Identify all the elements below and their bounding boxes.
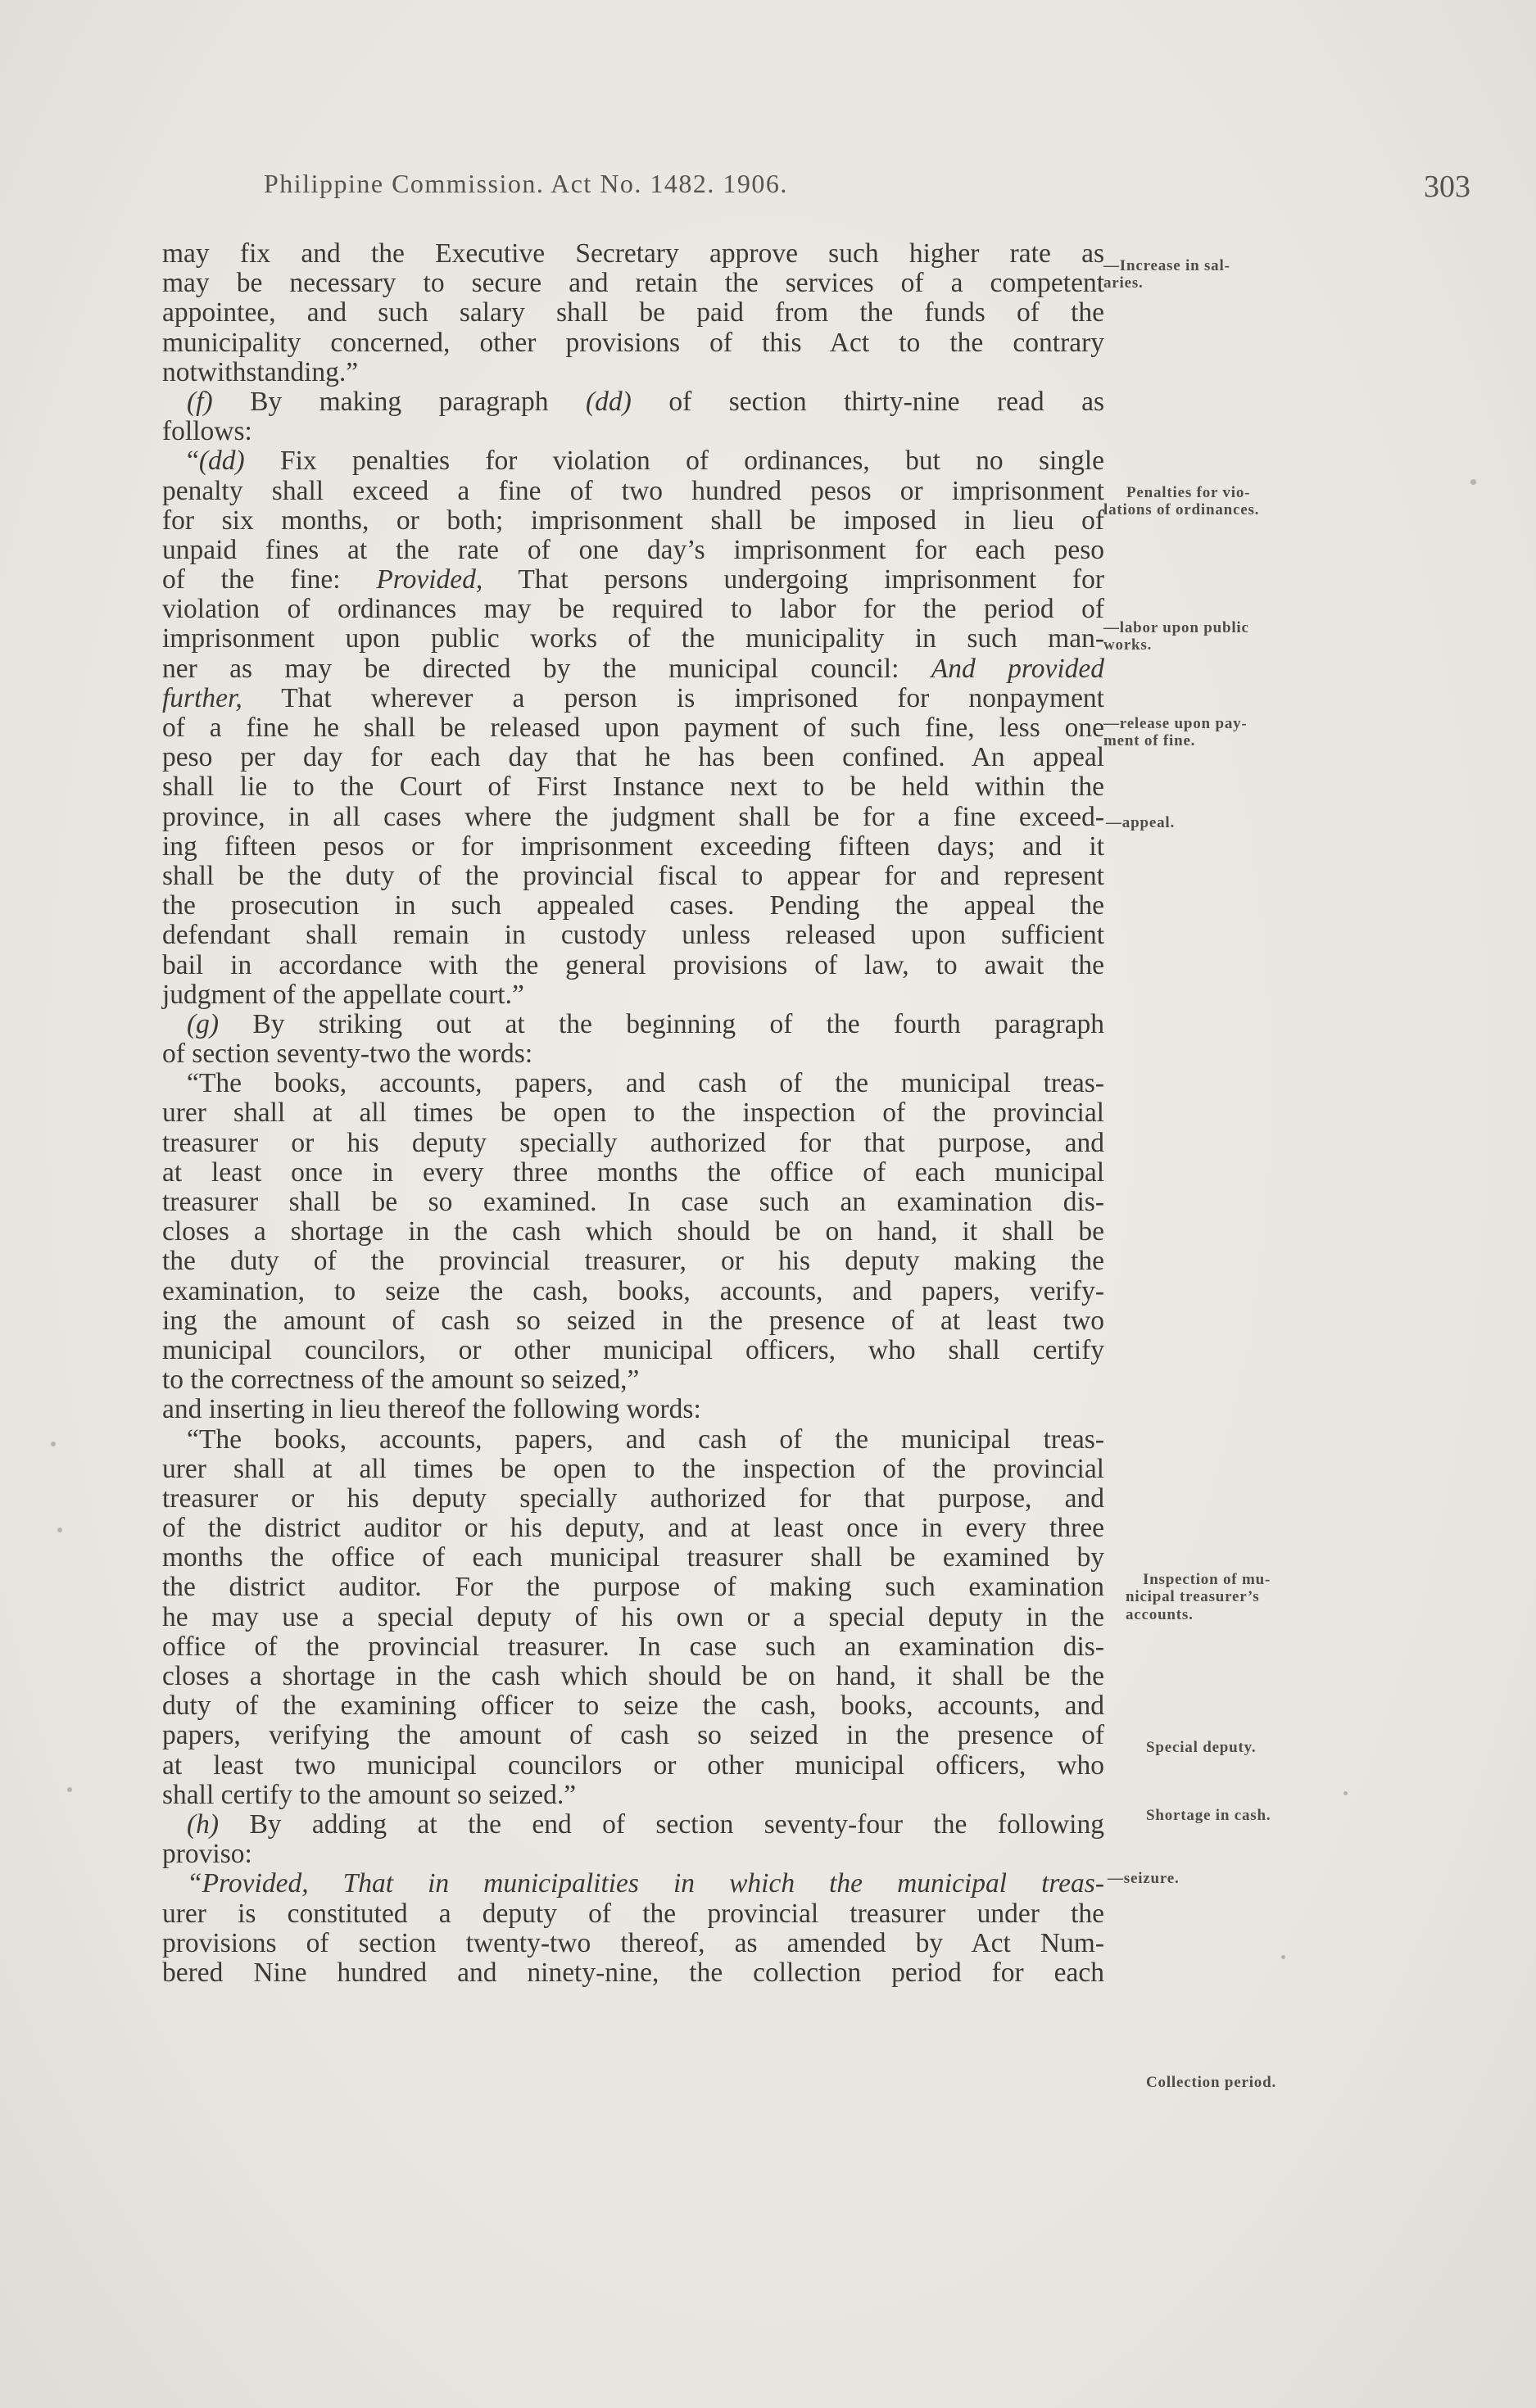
text-line: shall lie to the Court of First Instance next to be held within the bbox=[162, 772, 1104, 803]
margin-note: —labor upon public bbox=[1103, 619, 1249, 636]
text-line: and inserting in lieu thereof the following words: bbox=[162, 1394, 701, 1425]
text-line: ing the amount of cash so seized in the presence of at least two bbox=[162, 1305, 1104, 1336]
text-line: the prosecution in such appealed cases. Pending the appeal the bbox=[162, 890, 1104, 921]
margin-note: nicipal treasurer’s bbox=[1126, 1588, 1260, 1605]
running-head: Philippine Commission. Act No. 1482. 1906. bbox=[264, 169, 788, 198]
text-line: “The books, accounts, papers, and cash of the municipal treas- bbox=[187, 1068, 1104, 1099]
text-line: “(dd) Fix penalties for violation of ordinances, but no single bbox=[187, 446, 1104, 477]
text-line: violation of ordinances may be required to labor for the period of bbox=[162, 594, 1104, 625]
text-line: may be necessary to secure and retain the services of a competent bbox=[162, 268, 1104, 299]
text-line: bered Nine hundred and ninety-nine, the collection period for each bbox=[162, 1957, 1104, 1988]
text-line: closes a shortage in the cash which should be on hand, it shall be the bbox=[162, 1661, 1104, 1691]
text-line: ing fifteen pesos or for imprisonment exceeding fifteen days; and it bbox=[162, 831, 1104, 862]
text-line: province, in all cases where the judgment shall be for a fine exceed- bbox=[162, 801, 1104, 832]
margin-note: Penalties for vio- bbox=[1126, 484, 1251, 501]
text-line: follows: bbox=[162, 416, 252, 447]
text-line: the district auditor. For the purpose of making such examination bbox=[162, 1572, 1104, 1603]
text-line: closes a shortage in the cash which should be on hand, it shall be bbox=[162, 1216, 1104, 1247]
text-line: proviso: bbox=[162, 1839, 252, 1870]
text-line: may fix and the Executive Secretary approve such higher rate as bbox=[162, 238, 1104, 269]
text-line: to the correctness of the amount so seized,” bbox=[162, 1365, 640, 1396]
text-line: at least once in every three months the office of each municipal bbox=[162, 1156, 1104, 1188]
paper-speck bbox=[51, 1442, 56, 1446]
text-line: papers, verifying the amount of cash so seized in the presence of bbox=[162, 1720, 1104, 1751]
text-line: unpaid fines at the rate of one day’s imprisonment for each peso bbox=[162, 534, 1104, 565]
text-line: urer shall at all times be open to the inspection of the provincial bbox=[162, 1098, 1104, 1129]
margin-note: —seizure. bbox=[1108, 1870, 1180, 1887]
text-line: imprisonment upon public works of the municipality in such man- bbox=[162, 623, 1104, 654]
text-line: further, That wherever a person is imprisoned for nonpayment bbox=[162, 682, 1104, 713]
text-line: (h) By adding at the end of section seventy-four the following bbox=[187, 1808, 1104, 1840]
paper-speck bbox=[67, 1787, 72, 1792]
text-line: “Provided, That in municipalities in which the municipal treas- bbox=[187, 1868, 1104, 1899]
text-line: bail in accordance with the general provisions of law, to await the bbox=[162, 949, 1104, 980]
text-line: months the office of each municipal treasurer shall be examined by bbox=[162, 1542, 1104, 1573]
body-text bbox=[162, 239, 1104, 1988]
margin-note: Shortage in cash. bbox=[1146, 1807, 1271, 1824]
margin-note: lations of ordinances. bbox=[1103, 501, 1260, 518]
text-line: provisions of section twenty-two thereof, as amended by Act Num- bbox=[162, 1927, 1104, 1958]
margin-note: aries. bbox=[1103, 274, 1144, 292]
paper-speck bbox=[57, 1528, 62, 1532]
margin-note: Inspection of mu- bbox=[1143, 1571, 1271, 1588]
margin-note: ment of fine. bbox=[1103, 732, 1196, 749]
text-line: defendant shall remain in custody unless released upon sufficient bbox=[162, 920, 1104, 951]
margin-note: —Increase in sal- bbox=[1103, 257, 1230, 274]
text-line: urer shall at all times be open to the inspection of the provincial bbox=[162, 1453, 1104, 1484]
text-line: treasurer shall be so examined. In case such an examination dis- bbox=[162, 1187, 1104, 1217]
text-line: ner as may be directed by the municipal council: And provided bbox=[162, 653, 1105, 684]
margin-note: accounts. bbox=[1126, 1606, 1194, 1623]
text-line: for six months, or both; imprisonment shall be imposed in lieu of bbox=[162, 505, 1104, 536]
paper-speck bbox=[1343, 1791, 1348, 1795]
page-number: 303 bbox=[1424, 170, 1470, 204]
margin-note: works. bbox=[1103, 636, 1153, 654]
margin-note: —release upon pay- bbox=[1103, 715, 1248, 732]
text-line: peso per day for each day that he has been confined. An appeal bbox=[162, 742, 1104, 773]
text-line: municipal councilors, or other municipal officers, who shall certify bbox=[162, 1334, 1104, 1365]
text-line: shall certify to the amount so seized.” bbox=[162, 1779, 577, 1810]
margin-note: —appeal. bbox=[1106, 814, 1175, 831]
text-line: shall be the duty of the provincial fiscal to appear for and represent bbox=[162, 860, 1104, 891]
text-line: penalty shall exceed a fine of two hundred pesos or imprisonment bbox=[162, 475, 1104, 506]
text-line: “The books, accounts, papers, and cash of the municipal treas- bbox=[187, 1424, 1104, 1455]
text-line: (f) By making paragraph (dd) of section thirty-nine read as bbox=[187, 386, 1104, 417]
text-line: urer is constituted a deputy of the provincial treasurer under the bbox=[162, 1898, 1104, 1929]
text-line: of the fine: Provided, That persons undergoing imprisonment for bbox=[162, 564, 1104, 595]
paper-speck bbox=[1470, 479, 1476, 485]
text-line: of section seventy-two the words: bbox=[162, 1039, 533, 1070]
margin-note: Special deputy. bbox=[1146, 1739, 1257, 1756]
text-line: the duty of the provincial treasurer, or his deputy making the bbox=[162, 1246, 1104, 1277]
text-line: duty of the examining officer to seize the cash, books, accounts, and bbox=[162, 1691, 1104, 1722]
text-line: treasurer or his deputy specially authorized for that purpose, and bbox=[162, 1127, 1104, 1158]
text-line: notwithstanding.” bbox=[162, 356, 359, 387]
text-line: municipality concerned, other provisions of this Act to the contrary bbox=[162, 327, 1104, 358]
text-line: of a fine he shall be released upon payment of such fine, less one bbox=[162, 713, 1104, 743]
text-line: he may use a special deputy of his own or a special deputy in the bbox=[162, 1601, 1104, 1632]
text-line: of the district auditor or his deputy, and at least once in every three bbox=[162, 1513, 1104, 1544]
text-line: (g) By striking out at the beginning of the fourth paragraph bbox=[187, 1008, 1104, 1039]
text-line: at least two municipal councilors or other municipal officers, who bbox=[162, 1749, 1104, 1781]
text-line: office of the provincial treasurer. In case such an examination dis- bbox=[162, 1631, 1104, 1662]
text-line: appointee, and such salary shall be paid from the funds of the bbox=[162, 297, 1104, 328]
text-line: examination, to seize the cash, books, accounts, and papers, verify- bbox=[162, 1275, 1104, 1306]
text-line: judgment of the appellate court.” bbox=[162, 979, 524, 1010]
text-line: treasurer or his deputy specially authorized for that purpose, and bbox=[162, 1482, 1104, 1514]
margin-note: Collection period. bbox=[1146, 2074, 1276, 2091]
paper-speck bbox=[1281, 1955, 1285, 1959]
